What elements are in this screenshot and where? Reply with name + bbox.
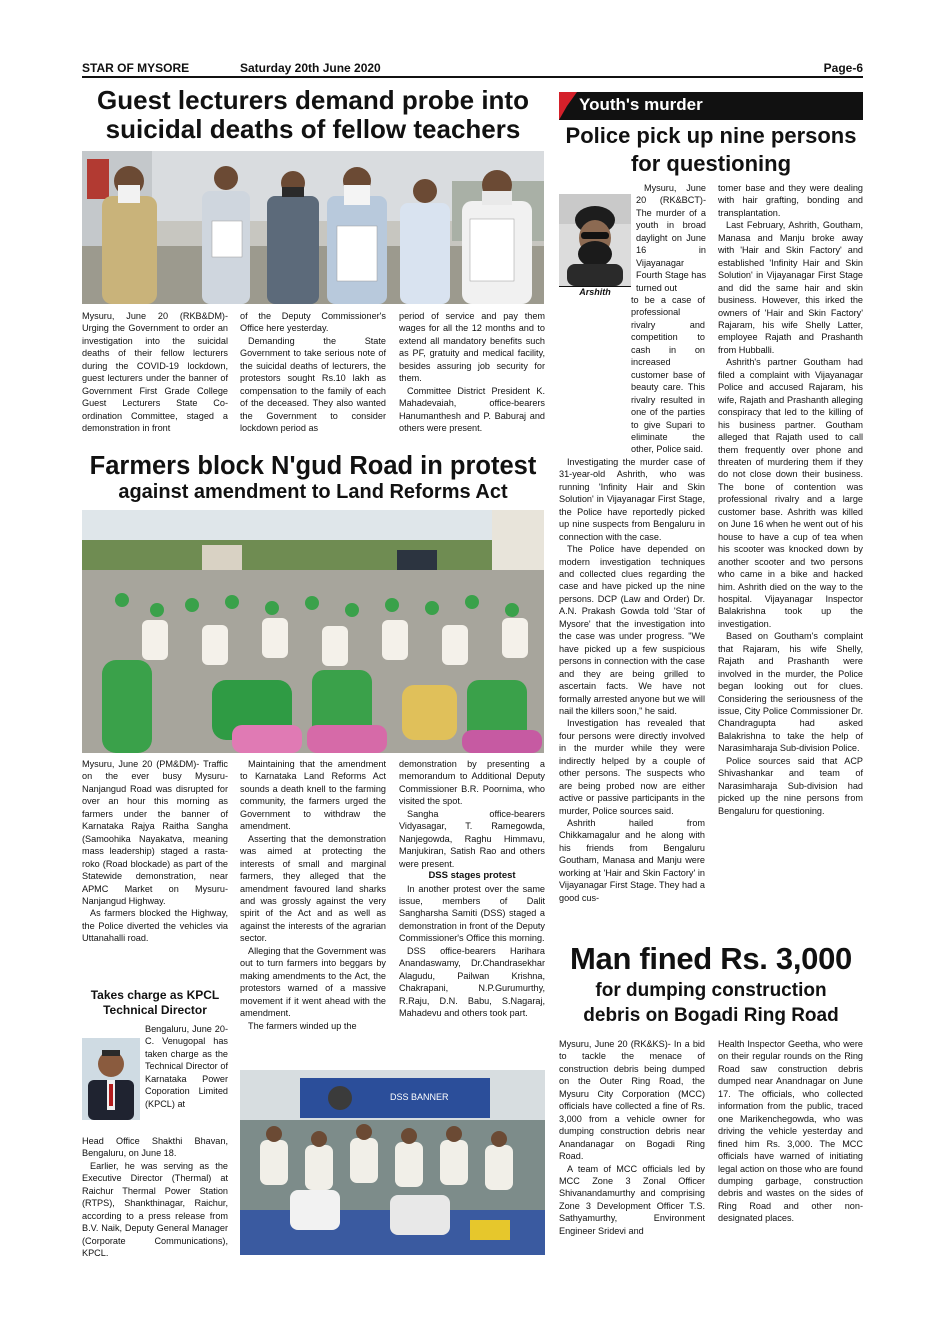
venugopal-photo — [82, 1038, 140, 1120]
story4-col2-p5: Police sources said that ACP Shivashankar and team of Narasimharaja Sub-division had picked up the nine persons from Bengaluru for questioning. — [718, 755, 863, 816]
story4-col1-p3: The Police have depended on modern investigation techniques and collected clues regarding the case and have picked up the nine persons. DCP (Law and Order) Dr. A.N. Prakash Gowda told 'Star of Mysore' that the investigation into the case was under progress. "We have picked up a few suspicious persons in connection with the case and they are being grilled to ascertain facts. We have not formally arrested anyone but we will nail the killers soon," he said. — [559, 544, 705, 716]
story4-headline-line2: for questioning — [630, 151, 792, 176]
story4-col2-p1: tomer base and they were dealing with hair grafting, bonding and transplantation. — [718, 183, 863, 218]
masthead-rule — [82, 76, 863, 78]
story5-col2-text: Health Inspector Geetha, who were on their regular rounds on the Ring Road saw construction debris dumped near Anandnagar on June 17. The officials, who collected information from the public, traced one Marikenchegowda, who was driving the vehicle yesterday and fined him Rs. 3,000. The MCC officials have warned of initiating legal action on those who are found dumping garbage, construction debris and wastes on the sides of Ring Road and other non-designated places. — [718, 1039, 863, 1224]
story4-col1 — [559, 294, 705, 904]
masthead-date: Saturday 20th June 2020 — [240, 61, 381, 75]
story5-headline-line3: debris on Bogadi Ring Road — [583, 1005, 839, 1026]
story2-col3-p2: Sangha office-bearers Vidyasagar, T. Ramegowda, Nanjegowda, Raghu Himmavu, Manjukiran, Satish Rao and others were present. — [399, 808, 545, 869]
dss-subhead: DSS stages protest — [428, 870, 516, 882]
story5-col1-p1: Mysuru, June 20 (RK&KS)- In a bid to tackle the menace of construction debris being dumped on the Outer Ring Road, the Mysuru City Corporation (MCC) officials have collected a fine of Rs. 3,000 from a vehicle owner for dumping construction debris near Anandanagar on Bogadi Ring Road. — [559, 1039, 705, 1162]
story2-col2 — [240, 758, 386, 1032]
story3-headline-line1: Takes charge as KPCL — [90, 988, 220, 1002]
story4-col2-p4: Based on Goutham's complaint that Rajaram, his wife Shelly, Rajath and Prashanth were involved in the murder, the Police began looking out for clues. Considering the seriousness of the issue, City Police Commissioner Dr. Chandragupta had asked Balakrishna to take the help of Narasimharaja Sub-division Police. — [718, 631, 863, 754]
farmers-protest-photo — [82, 510, 544, 753]
story3-body — [82, 1135, 228, 1260]
story2-headline-line2: against amendment to Land Reforms Act — [118, 480, 508, 503]
masthead-paper: STAR OF MYSORE — [82, 61, 190, 75]
story3-headline-line2: Technical Director — [103, 1003, 207, 1017]
story2-col1-p2: As farmers blocked the Highway, the Police diverted the vehicles via Uttanahalli road. — [82, 908, 228, 944]
story2-col3 — [399, 758, 545, 1020]
story4-col2 — [718, 182, 863, 817]
story2-col3-p1: demonstration by presenting a memorandum to Additional Deputy Commissioner B.R. Poornima, who visited the spot. — [399, 759, 545, 807]
story1-col1 — [82, 310, 228, 435]
arshith-photo — [559, 194, 631, 300]
story4-headline-line1: Police pick up nine persons — [565, 123, 857, 148]
story4-col1-p4: Investigation has revealed that four persons were directly involved in the murder while they were indirectly helped by a couple of other persons. The suspects who are being probed now are either active or passive participants in the murder, Police sources said. — [559, 718, 705, 816]
story1-col1-text: Mysuru, June 20 (RKB&DM)- Urging the Government to order an investigation into the suicidal deaths of their fellow lecturers during the COVID-19 lockdown, guest lecturers under the banner of Government First Grade College Guest Lecturers State Co-ordination Committee, staged a demonstration in front — [82, 311, 228, 434]
story2-col3-p3: In another protest over the same issue, members of Dalit Sangharsha Samiti (DSS) staged a demonstration in front of the Deputy Commissioner's Office this morning. — [399, 883, 545, 944]
story4-col2-p3: Ashrith's partner Goutham had filed a complaint with Vijayanagar Police and accused Rajaram, his wife, Rajath and Prashanth alleging conspiracy that led to the killing of his business partner. Goutham alleged that Rajath used to call them frequently over phone and threaten of murdering them if they do not close down their business. The bone of contention was professional rivalry and a large customer base. Ashrith was killed on June 16 when he went out of his house to have a cup of tea when his scooter was knocked down by another scooter and two persons who came in a bike and hacked him. Ashrith died on the way to the hospital. Vijayanagar Inspector Balakrishna took up the investigation. — [718, 357, 863, 629]
story4-col1-p2: Investigating the murder case of 31-year-old Ashrith, who was running 'Infinity Hair and Skin Solution' in Vijayanagar First Stage, the Police have reportedly picked up nine suspects from Bengaluru in connection with the case. — [559, 456, 705, 542]
story3-p1-top-text: Bengaluru, June 20- C. Venugopal has taken charge as the Technical Director of Karnataka Power Coporation Limited (KPCL) at — [145, 1024, 228, 1109]
story1-col3 — [399, 310, 545, 435]
story2-col2-p4: The farmers winded up the — [248, 1020, 357, 1031]
dss-banner-text: DSS BANNER — [390, 1092, 449, 1102]
story2-headline-line1: Farmers block N'gud Road in protest — [89, 452, 537, 480]
arshith-caption: Arshith — [559, 286, 631, 300]
story4-col1-p5: Ashrith hailed from Chikkamagalur and he along with his friends from Bengaluru Goutham, Manasa and Manju were working at 'Hair and Skin Factory' in Vijayanagar First Stage. They had a good cus- — [559, 818, 705, 903]
masthead-page: Page-6 — [823, 61, 863, 75]
story4-col1-top — [636, 182, 706, 294]
story2-col1 — [82, 758, 228, 945]
story4-col1-top-text: Mysuru, June 20 (RK&BCT)- The murder of a youth in broad daylight on June 16 in Vijayanagar Fourth Stage has turned out — [636, 183, 707, 293]
story1-col3-p2: Committee District President K. Mahadevaiah, office-bearers Hanumanthesh and P. Baburaj and others were present. — [399, 385, 545, 434]
story5-col1-p2: A team of MCC officials led by MCC Zone 3 Zonal Officer Shivanandamurthy and comprising Zone 3 Development Officer T.S. Sathyamurthy, Environment Engineer Sridevi and — [559, 1163, 705, 1236]
story1-headline — [82, 86, 544, 144]
youths-murder-kicker — [559, 92, 863, 120]
story1-col3-p1: period of service and pay them wages for all the 12 months and to extend all mandatory benefits such as PF, gratuity and medical facility, besides assuring job security for them. — [399, 311, 545, 384]
lecturers-photo — [82, 151, 544, 304]
story1-headline-line2: suicidal deaths of fellow teachers — [105, 114, 521, 145]
story4-col2-p2: Last February, Ashrith, Goutham, Manasa and Manju broke away with 'Hair and Skin Factory' and established 'Infinity Hair and Skin Solution' in Vijayanagar First Stage and did the same hair and skin business. However, this irked the owners of 'Hair and Skin Factory' Rajaram, his wife Shelly Latter, employee Rajath and Prashanth from Hubballi. — [718, 220, 863, 355]
story3-headline — [82, 988, 228, 1018]
story3-p1-bottom: Head Office Shakthi Bhavan, Bengaluru, on June 18. — [82, 1136, 228, 1159]
story1-col2-p2: Demanding the State Government to take serious note of the suicidal deaths of lecturers, the protestors sought Rs.10 lakh as compensation to the family of each of the deceased. They also wanted the Government to consider lockdown period as — [240, 335, 386, 434]
story5-headline-line2: for dumping construction — [595, 980, 827, 1001]
kicker-text: Youth's murder — [579, 95, 703, 114]
story3-p2: Earlier, he was serving as the Executive Director (Thermal) at Raichur Thermal Power Station (RTPS), Shankthinagar, Raichur, according to a press release from B.V. Naik, Deputy General Manager (Corporate Communications), KPCL. — [82, 1160, 228, 1259]
story2-col3-p4: DSS office-bearers Harihara Anandaswamy, Dr.Chandrasekhar Alagudu, Pailwan Krishna, Chakrapani, N.P.Gurumurthy, R.Raju, D.N. Babu, S.Nagaraj, Mahadevu and others took part. — [399, 945, 545, 1019]
story5-headline-line1: Man fined Rs. 3,000 — [569, 941, 852, 976]
story4-headline — [559, 122, 863, 178]
story2-col2-p1: Maintaining that the amendment to Karnataka Land Reforms Act sounds a death knell to the farming community, the farmers urged the Government to withdraw the amendment. — [240, 759, 386, 832]
story2-headline — [82, 452, 544, 503]
story5-headline — [559, 940, 863, 1028]
story5-col1 — [559, 1038, 705, 1237]
story1-col2-p1: of the Deputy Commissioner's Office here yesterday. — [240, 311, 386, 334]
story2-col2-p3: Alleging that the Government was out to turn farmers into beggars by making amendments to the Act, the protestors warned of a massive movement if it went ahead with the amendment. — [240, 945, 386, 1019]
dss-protest-photo — [240, 1070, 545, 1255]
story3-p1-top — [145, 1023, 228, 1110]
story1-headline-line1: Guest lecturers demand probe into — [97, 85, 529, 115]
story5-col2 — [718, 1038, 863, 1225]
story2-col1-p1: Mysuru, June 20 (PM&DM)- Traffic on the ever busy Mysuru-Nanjangud Road was disrupted for over an hour this morning as farmers under the banner of Karnataka Rajya Raitha Sangha (Samoohika Nayakatva, meaning mass leadership) staged a rasta-roko (Road blockade) as part of the Statewide demonstration, near APMC Market on Mysuru-Nanjangud Highway. — [82, 759, 228, 906]
story1-col2 — [240, 310, 386, 435]
story4-col1-p1: to be a case of professional rivalry and competition to cash in on increased customer base of beauty care. This rivalry resulted in one of the parties to give Supari to eliminate the other, Police said. — [631, 295, 705, 455]
story2-col2-p2: Asserting that the demonstration was aimed at protecting the interests of small and marginal farmers, they alleged that the amendment favoured land sharks and was grossly against the very spirit of the Act and as well as against the interests of the agrarian sector. — [240, 833, 386, 944]
